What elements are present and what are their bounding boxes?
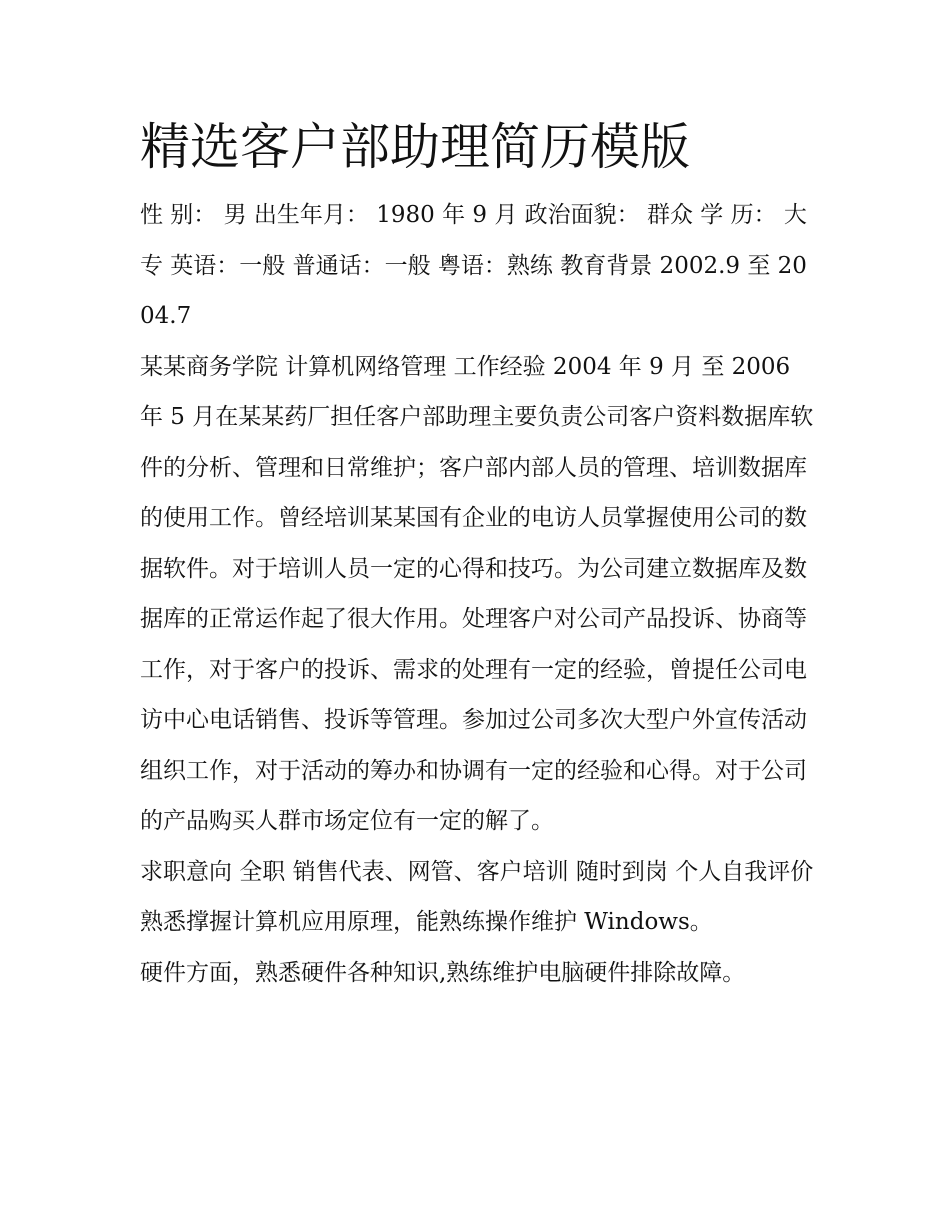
document-title: 精选客户部助理简历模版: [140, 118, 690, 176]
paragraph-work-experience: 某某商务学院 计算机网络管理 工作经验 2004 年 9 月 至 2006 年 5 月在某某药厂担任客户部助理主要负责公司客户资料数据库软件的分析、管理和日常维护；客户部内部人员的管理、培训数据库的使用工作。曾经培训某某国有企业的电访人员掌握使用公司的数据软件。对于培训人员一定的心得和技巧。为公司建立数据库及数据库的正常运作起了很大作用。处理客户对公司产品投诉、协商等工作，对于客户的投诉、需求的处理有一定的经验，曾提任公司电访中心电话销售、投诉等管理。参加过公司多次大型户外宣传活动组织工作，对于活动的筹办和协调有一定的经验和心得。对于公司的产品购买人群市场定位有一定的解了。: [140, 353, 814, 834]
paragraph-personal-info: 性 别： 男 出生年月： 1980 年 9 月 政治面貌： 群众 学 历： 大专 英语：一般 普通话：一般 粤语：熟练 教育背景 2002.9 至 2004.7: [140, 202, 807, 329]
paragraph-hardware-skills: 硬件方面，熟悉硬件各种知识,熟练维护电脑硬件排除故障。: [140, 959, 746, 986]
paragraph-job-intention: 求职意向 全职 销售代表、网管、客户培训 随时到岗 个人自我评价 熟悉撑握计算机应用原理，能熟练操作维护 Windows。: [140, 858, 814, 935]
resume-document: [140, 112, 820, 998]
